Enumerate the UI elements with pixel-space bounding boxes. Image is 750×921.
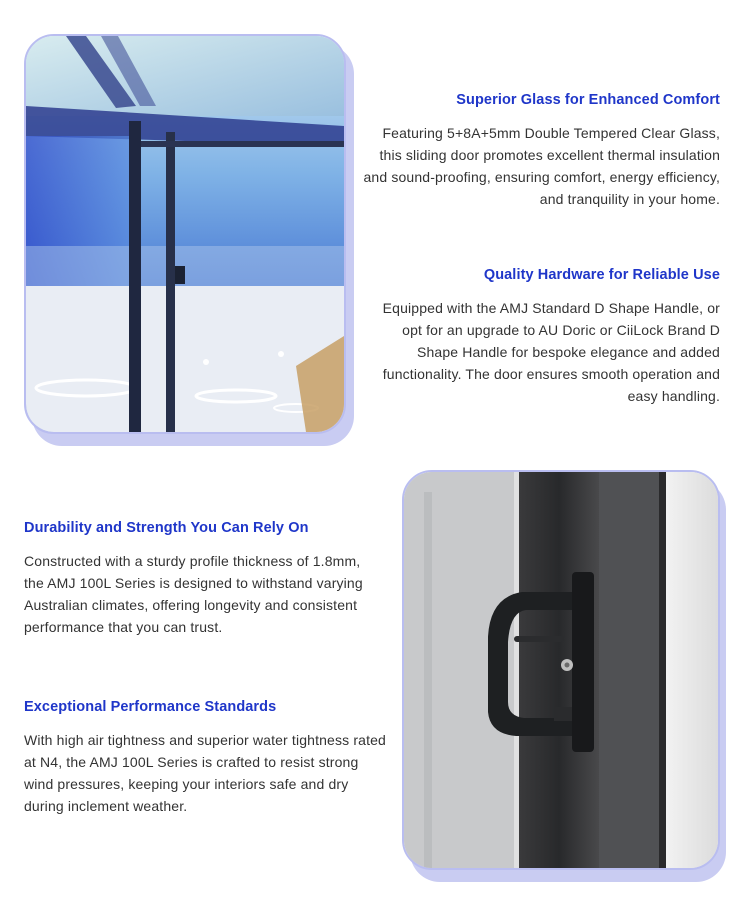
section-durability-body: Constructed with a sturdy profile thickness of 1.8mm, the AMJ 100L Series is designed to withstand varying Australian climates, offering longevity and consistent performance that you can trust. bbox=[24, 553, 363, 635]
section-hardware-body: Equipped with the AMJ Standard D Shape Handle, or opt for an upgrade to AU Doric or CiiLock Brand D Shape Handle for bespoke elegance and added functionality. The door ensures smooth operation and easy handling. bbox=[382, 300, 720, 404]
glass-door-photo-wrap bbox=[24, 34, 354, 446]
section-performance bbox=[24, 699, 389, 817]
section-performance-title: Exceptional Performance Standards bbox=[24, 699, 277, 715]
section-durability-title: Durability and Strength You Can Rely On bbox=[24, 520, 309, 536]
section-glass-title: Superior Glass for Enhanced Comfort bbox=[456, 92, 720, 108]
handle-photo bbox=[402, 470, 720, 870]
section-hardware-title: Quality Hardware for Reliable Use bbox=[483, 267, 720, 283]
glass-door-photo bbox=[24, 34, 346, 434]
section-glass-body: Featuring 5+8A+5mm Double Tempered Clear Glass, this sliding door promotes excellent thermal insulation and sound-proofing, ensuring comfort, energy efficiency, and tranquility in your home. bbox=[363, 125, 720, 207]
section-hardware bbox=[360, 267, 720, 407]
handle-photo-wrap bbox=[402, 470, 726, 882]
section-performance-body: With high air tightness and superior water tightness rated at N4, the AMJ 100L Series is crafted to resist strong wind pressures, keeping your interiors safe and dry during inclement weather. bbox=[24, 732, 386, 814]
section-durability bbox=[24, 520, 384, 638]
section-glass bbox=[360, 92, 720, 210]
